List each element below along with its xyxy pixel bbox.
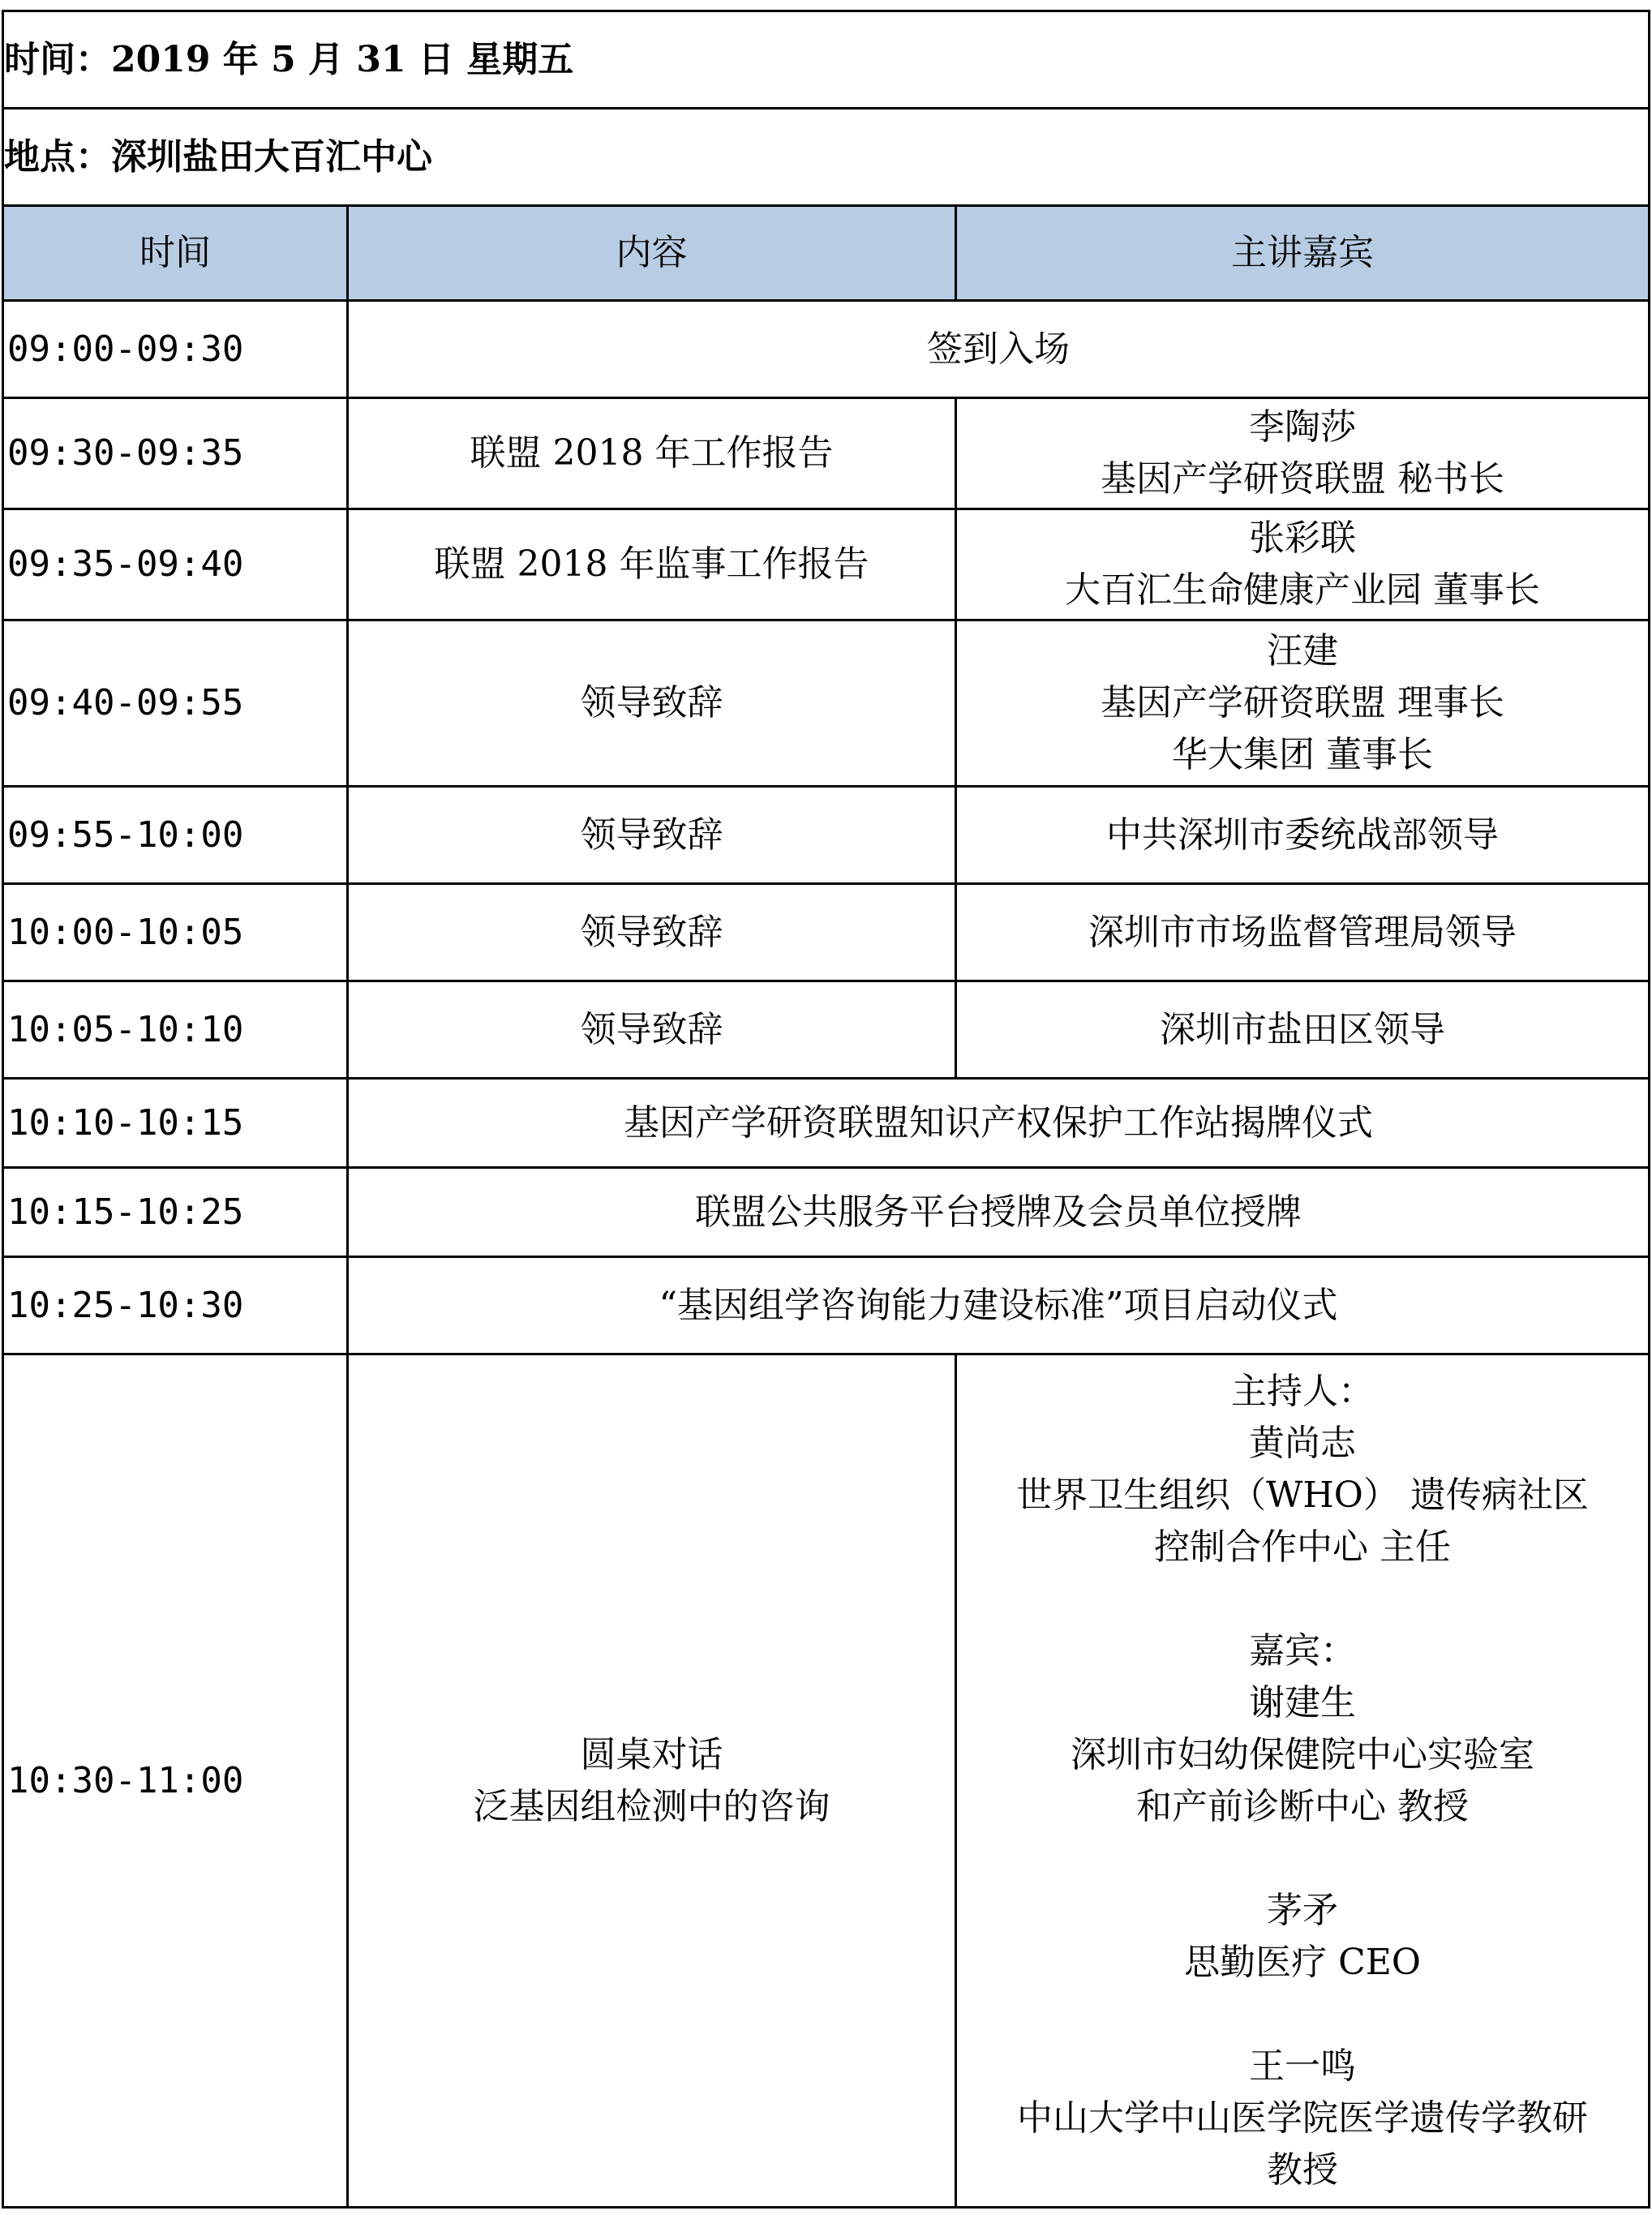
content-line: 泛基因组检测中的咨询 bbox=[473, 1785, 830, 1827]
speaker-line: 大百汇生命健康产业园 董事长 bbox=[1065, 569, 1541, 611]
content-cell: 联盟 2018 年监事工作报告 bbox=[348, 509, 956, 620]
content-cell bbox=[348, 1354, 956, 2208]
spacer bbox=[957, 1833, 1648, 1885]
speaker-line: 李陶莎 bbox=[1249, 406, 1357, 448]
content-cell: 领导致辞 bbox=[348, 981, 956, 1079]
speaker-line: 中山大学中山医学院医学遗传学教研 bbox=[1017, 2097, 1589, 2139]
speaker-line: 控制合作中心 主任 bbox=[1154, 1526, 1452, 1568]
event-location: 地点：深圳盐田大百汇中心 bbox=[3, 109, 1650, 206]
guests-label: 嘉宾： bbox=[1249, 1629, 1357, 1672]
time-cell: 09:55-10:00 bbox=[3, 787, 348, 884]
speaker-line: 谢建生 bbox=[1249, 1681, 1357, 1723]
speaker-line: 教授 bbox=[1267, 2148, 1339, 2191]
content-cell: 领导致辞 bbox=[348, 787, 956, 884]
table-row bbox=[3, 1354, 1650, 2208]
location-row bbox=[3, 109, 1650, 206]
column-header-time: 时间 bbox=[3, 206, 348, 301]
speaker-line: 基因产学研资联盟 秘书长 bbox=[1101, 458, 1505, 500]
speaker-line: 华大集团 董事长 bbox=[1172, 734, 1434, 775]
content-cell: “基因组学咨询能力建设标准”项目启动仪式 bbox=[348, 1257, 1650, 1354]
date-row bbox=[3, 11, 1650, 109]
table-row bbox=[3, 1257, 1650, 1354]
table-header bbox=[3, 206, 1650, 301]
time-cell: 09:30-09:35 bbox=[3, 398, 348, 509]
speaker-line: 和产前诊断中心 教授 bbox=[1136, 1785, 1470, 1827]
content-cell: 领导致辞 bbox=[348, 620, 956, 787]
speaker-cell: 中共深圳市委统战部领导 bbox=[956, 787, 1650, 884]
time-cell: 10:00-10:05 bbox=[3, 884, 348, 981]
time-cell: 09:35-09:40 bbox=[3, 509, 348, 620]
speaker-line: 思勤医疗 CEO bbox=[1184, 1941, 1421, 1983]
table-row bbox=[3, 620, 1650, 787]
table-row bbox=[3, 981, 1650, 1079]
table-row bbox=[3, 1168, 1650, 1257]
content-cell: 基因产学研资联盟知识产权保护工作站揭牌仪式 bbox=[348, 1079, 1650, 1168]
table-row bbox=[3, 398, 1650, 509]
time-cell: 09:00-09:30 bbox=[3, 301, 348, 398]
speaker-line: 深圳市妇幼保健院中心实验室 bbox=[1071, 1733, 1535, 1775]
content-cell: 领导致辞 bbox=[348, 884, 956, 981]
content-cell: 联盟 2018 年工作报告 bbox=[348, 398, 956, 509]
agenda-table bbox=[2, 10, 1650, 2209]
content-cell: 签到入场 bbox=[348, 301, 1650, 398]
speaker-line: 基因产学研资联盟 理事长 bbox=[1101, 682, 1505, 723]
speaker-line: 世界卫生组织（WHO） 遗传病社区 bbox=[1016, 1474, 1589, 1516]
speaker-line: 王一鸣 bbox=[1249, 2045, 1357, 2087]
content-line: 圆桌对话 bbox=[580, 1733, 723, 1775]
spacer bbox=[957, 1989, 1648, 2041]
speaker-line: 张彩联 bbox=[1249, 517, 1357, 559]
speaker-cell bbox=[956, 398, 1650, 509]
table-row bbox=[3, 787, 1650, 884]
time-cell: 09:40-09:55 bbox=[3, 620, 348, 787]
speaker-cell bbox=[956, 509, 1650, 620]
time-cell: 10:15-10:25 bbox=[3, 1168, 348, 1257]
speaker-line: 汪建 bbox=[1267, 630, 1339, 672]
speaker-line: 黄尚志 bbox=[1249, 1422, 1357, 1464]
speaker-cell bbox=[956, 620, 1650, 787]
content-cell: 联盟公共服务平台授牌及会员单位授牌 bbox=[348, 1168, 1650, 1257]
speaker-cell: 深圳市市场监督管理局领导 bbox=[956, 884, 1650, 981]
table-row bbox=[3, 884, 1650, 981]
spacer bbox=[957, 1573, 1648, 1625]
table-row bbox=[3, 1079, 1650, 1168]
table-row bbox=[3, 301, 1650, 398]
time-cell: 10:05-10:10 bbox=[3, 981, 348, 1079]
column-header-content: 内容 bbox=[348, 206, 956, 301]
speaker-line: 茅矛 bbox=[1267, 1889, 1339, 1931]
time-cell: 10:25-10:30 bbox=[3, 1257, 348, 1354]
event-date: 时间：2019 年 5 月 31 日 星期五 bbox=[3, 11, 1650, 109]
speaker-cell bbox=[956, 1354, 1650, 2208]
column-header-speaker: 主讲嘉宾 bbox=[956, 206, 1650, 301]
speaker-cell: 深圳市盐田区领导 bbox=[956, 981, 1650, 1079]
time-cell: 10:30-11:00 bbox=[3, 1354, 348, 2208]
moderator-label: 主持人： bbox=[1231, 1370, 1375, 1412]
time-cell: 10:10-10:15 bbox=[3, 1079, 348, 1168]
table-row bbox=[3, 509, 1650, 620]
